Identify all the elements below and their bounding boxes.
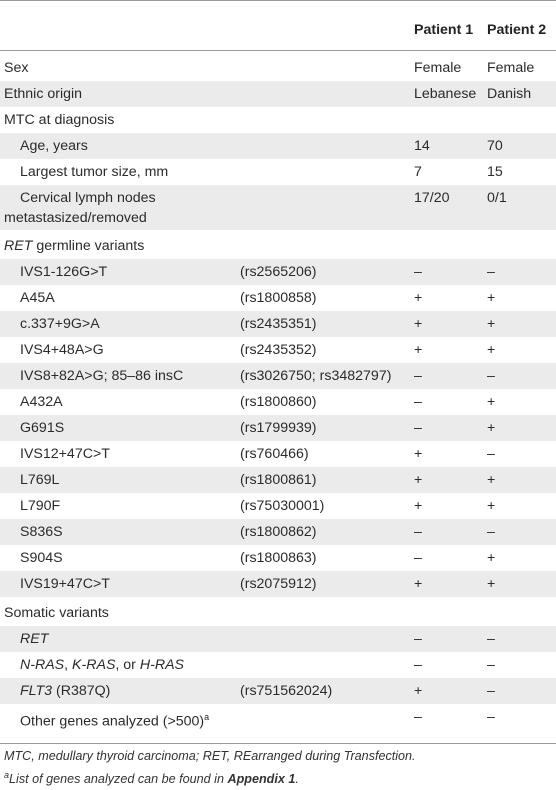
variant-name: IVS1-126G>T [20,264,108,280]
table-row-tumor-size: Largest tumor size, mm 7 15 [20,164,503,180]
variant-name: IVS8+82A>G; 85–86 insC [20,368,184,384]
variant-name: S904S [20,550,63,566]
patient-1-value: – [414,264,422,280]
table-bottom-rule [0,743,556,744]
patient-1-value: + [414,316,423,332]
table-row-germline [0,441,556,467]
rs-id: (rs1800863) [240,550,317,566]
footnote-abbreviations: MTC, medullary thyroid carcinoma; RET, REarranged during Transfection. [4,749,416,763]
table-row-germline [0,311,556,337]
patient-2-value: + [487,576,496,592]
variant-name: A45A [20,290,55,306]
table-row-ethnic-origin: Ethnic origin Lebanese Danish [0,81,556,107]
rs-id: (rs2075912) [240,576,317,592]
variant-name: L769L [20,472,60,488]
patient-2-value: – [487,264,495,280]
patient-2-value: – [487,368,495,384]
patient-1-value: – [414,550,422,566]
variant-name: A432A [20,394,63,410]
header-rule [0,50,556,51]
patient-1-value: – [414,368,422,384]
rs-id: (rs1800858) [240,290,317,306]
patient-2-value: + [487,316,496,332]
patient-1-value: + [414,290,423,306]
table-row-germline [0,259,556,285]
variant-name: c.337+9G>A [20,316,100,332]
rs-id: (rs3026750; rs3482797) [240,368,392,384]
patient-1-value: – [414,524,422,540]
variant-name: IVS4+48A>G [20,342,104,358]
patient-2-value: + [487,498,496,514]
section-ret-germline: RET germline variants [4,238,145,254]
table-row-germline [0,337,556,363]
patient-2-value: + [487,550,496,566]
table-header-row [0,17,556,43]
rs-id: (rs1799939) [240,420,317,436]
table-row-sex: Sex Female Female [4,60,535,76]
rs-id: (rs75030001) [240,498,325,514]
patient-1-value: + [414,472,423,488]
variant-name: S836S [20,524,63,540]
table-row-germline [0,545,556,571]
rs-id: (rs1800860) [240,394,317,410]
table-row-somatic-ret: RET – – [0,626,556,652]
patient-2-value: + [487,472,496,488]
table-top-rule [0,0,556,1]
rs-id: (rs1800861) [240,472,317,488]
patient-1-value: – [414,394,422,410]
header-patient-2: Patient 2 [487,22,547,38]
patient-2-value: + [487,290,496,306]
table-row-germline [0,415,556,441]
patient-2-value: + [487,420,496,436]
section-mtc: MTC at diagnosis [4,112,115,128]
header-patient-1: Patient 1 [414,22,474,38]
rs-id: (rs760466) [240,446,309,462]
patient-1-value: + [414,342,423,358]
patient-1-value: + [414,576,423,592]
rs-id: (rs2435352) [240,342,317,358]
rs-id: (rs1800862) [240,524,317,540]
rs-id: (rs2565206) [240,264,317,280]
rs-id: (rs2435351) [240,316,317,332]
table-row-germline [0,363,556,389]
patient-2-value: – [487,446,495,462]
appendix-link: Appendix 1 [227,772,296,787]
patient-1-value: + [414,498,423,514]
patient-2-value: + [487,342,496,358]
table-row-somatic-other: Other genes analyzed (>500)$^a$ – – [20,709,495,730]
variant-name: IVS12+47C>T [20,446,110,462]
table-row-germline [0,519,556,545]
table-row-germline [0,493,556,519]
patient-1-value: + [414,446,423,462]
table-row-germline [0,389,556,415]
table-row-somatic-ras: N-RAS, K-RAS, or H-RAS – – [20,657,495,673]
patient-2-value: + [487,394,496,410]
table-row-age: Age, years 14 70 [0,133,556,159]
patient-1-value: – [414,420,422,436]
section-somatic: Somatic variants [4,605,109,621]
footnote-a: $^a$List of genes analyzed can be found in Appendix 1. [4,770,299,787]
patient-2-value: – [487,524,495,540]
table-row-somatic-flt3: FLT3 (R387Q) (rs751562024) + – [0,678,556,704]
table-row-germline [0,571,556,597]
table-row-lymph-nodes: Cervical lymph nodes metastasized/removed 17/20 0/1 [0,185,556,230]
variant-name: L790F [20,498,61,514]
variant-name: G691S [20,420,65,436]
table-row-germline [0,467,556,493]
table-row-germline [0,285,556,311]
variant-name: IVS19+47C>T [20,576,110,592]
